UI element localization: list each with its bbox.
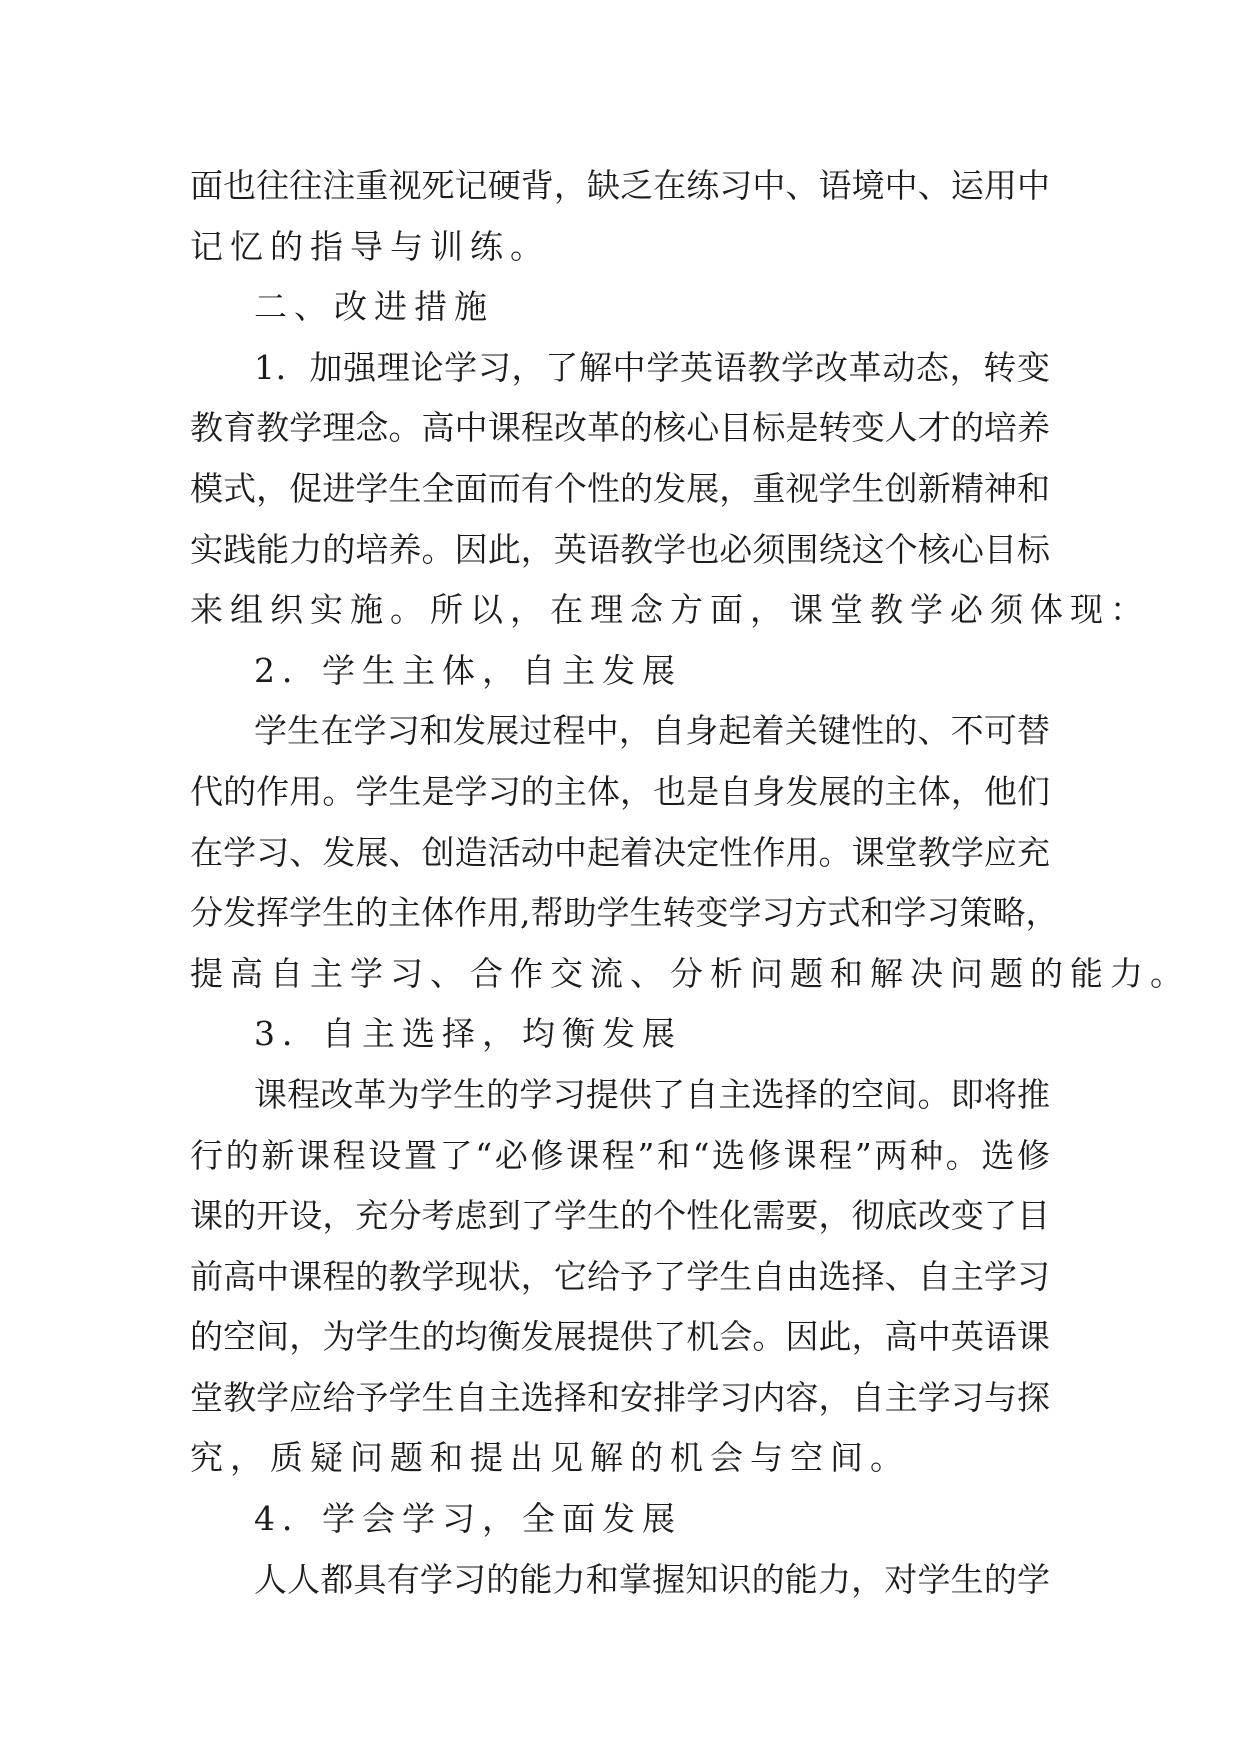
paragraph-first-line: 人人都具有学习的能力和掌握知识的能力，对学生的学 — [254, 1559, 1050, 1599]
paragraph-first-line: 2．学生主体，自主发展 — [254, 650, 682, 690]
paragraph-line: 行的新课程设置了“必修课程”和“选修课程”两种。选修 — [190, 1135, 1050, 1175]
paragraph-line: 究，质疑问题和提出见解的机会与空间。 — [190, 1438, 910, 1478]
paragraph-line: 实践能力的培养。因此，英语教学也必须围绕这个核心目标 — [190, 529, 1050, 569]
paragraph-line: 的空间，为学生的均衡发展提供了机会。因此，高中英语课 — [190, 1317, 1050, 1357]
paragraph-first-line: 二、改进措施 — [254, 287, 494, 327]
paragraph-line: 来组织实施。所以，在理念方面，课堂教学必须体现： — [190, 590, 1150, 630]
paragraph-line: 提高自主学习、合作交流、分析问题和解决问题的能力。 — [190, 953, 1190, 993]
paragraph-first-line: 学生在学习和发展过程中，自身起着关键性的、不可替 — [254, 711, 1050, 751]
paragraph-line: 堂教学应给予学生自主选择和安排学习内容，自主学习与探 — [190, 1377, 1050, 1417]
paragraph-first-line: 3．自主选择，均衡发展 — [254, 1014, 682, 1054]
paragraph-line: 在学习、发展、创造活动中起着决定性作用。课堂教学应充 — [190, 832, 1050, 872]
paragraph-line: 教育教学理念。高中课程改革的核心目标是转变人才的培养 — [190, 408, 1050, 448]
paragraph-line: 模式，促进学生全面而有个性的发展，重视学生创新精神和 — [190, 468, 1050, 508]
paragraph-line: 记忆的指导与训练。 — [190, 226, 550, 266]
paragraph-first-line: 课程改革为学生的学习提供了自主选择的空间。即将推 — [254, 1074, 1050, 1114]
paragraph-line: 分发挥学生的主体作用,帮助学生转变学习方式和学习策略， — [190, 893, 1059, 933]
paragraph-line: 代的作用。学生是学习的主体，也是自身发展的主体，他们 — [190, 771, 1050, 811]
paragraph-first-line: 1．加强理论学习，了解中学英语教学改革动态，转变 — [254, 347, 1050, 387]
paragraph-line: 前高中课程的教学现状，它给予了学生自由选择、自主学习 — [190, 1256, 1050, 1296]
paragraph-line: 面也往往注重视死记硬背，缺乏在练习中、语境中、运用中 — [190, 166, 1050, 205]
document-body — [190, 156, 1190, 1610]
paragraph-line: 课的开设，充分考虑到了学生的个性化需要，彻底改变了目 — [190, 1196, 1050, 1236]
paragraph-first-line: 4．学会学习，全面发展 — [254, 1499, 682, 1539]
